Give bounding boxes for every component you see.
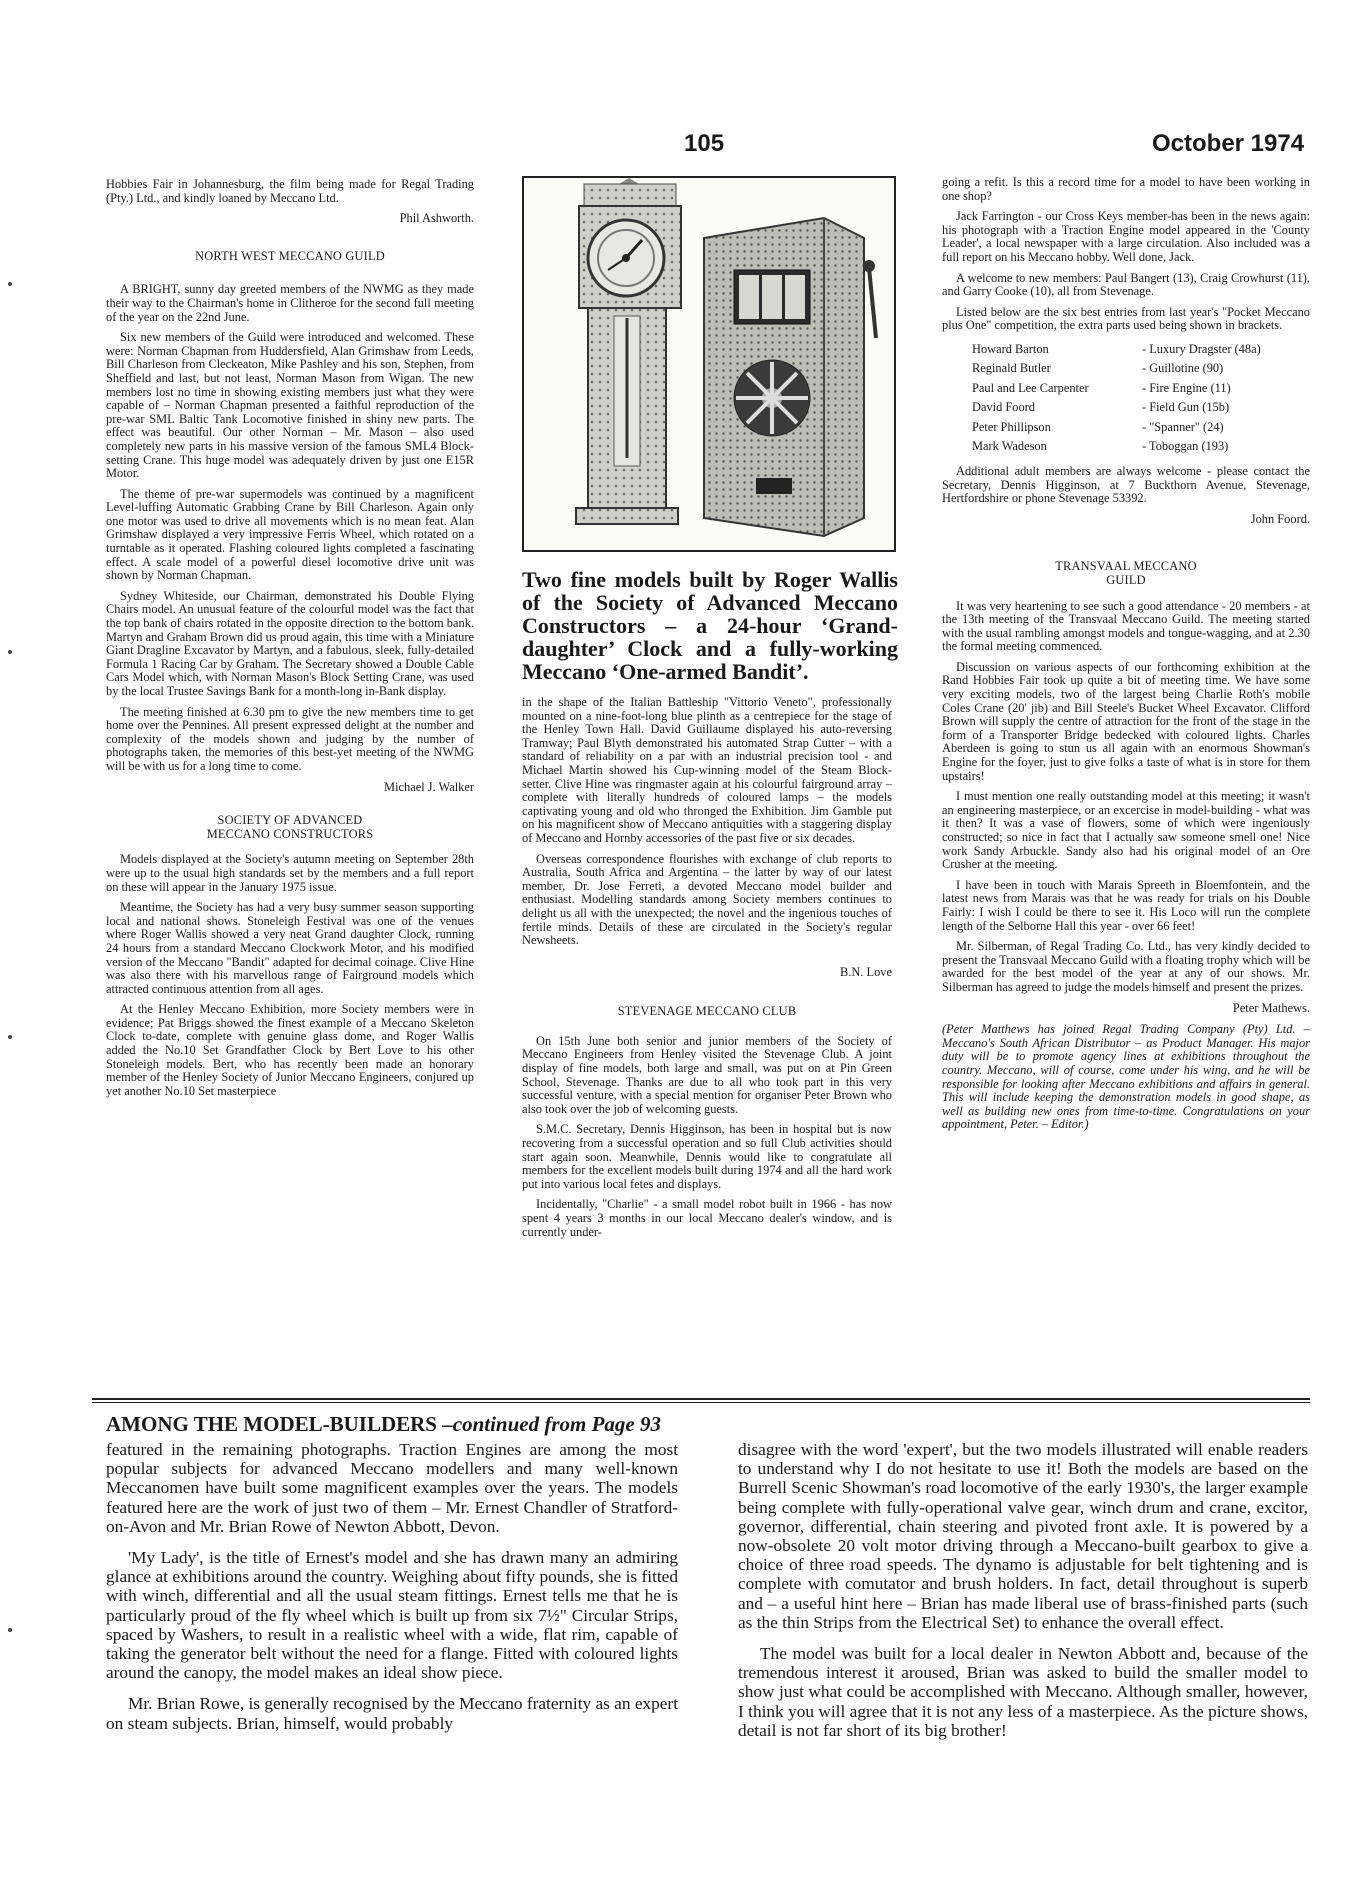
paragraph: A BRIGHT, sunny day greeted members of the NWMG as they made their way to the Chairman's home in Clitheroe for the second full meeting of the year on the 22nd June. (106, 282, 474, 324)
article-title: AMONG THE MODEL-BUILDERS (106, 1412, 437, 1436)
paragraph: I must mention one really outstanding model at this meeting; it wasn't an engineering masterpiece, or an excercise in model-building - what was it then? It was a vase of flowers, some of which were ingeniously constructed; so nice in fact that I actually saw someone smell one! Nice work Sandy Arbuckle. Sandy also had his original model of an Ore Crusher at the meeting. (942, 789, 1310, 872)
paragraph: It was very heartening to see such a good attendance - 20 members - at the 13th meeting of the Transvaal Meccano Guild. The meeting started with the usual rambling amongst models and tongue-wagging, and at 2.30 the formal meeting commenced. (942, 598, 1310, 654)
section-title-line: TRANSVAAL MECCANO (1055, 559, 1197, 574)
paragraph: 'My Lady', is the title of Ernest's model and she has drawn many an admiring glance at exhibitions around the country. Weighing about fifty pounds, she is fitted with winch, differential and all the usual steam fittings. Ernest tells me that he is particularly proud of the fly wheel which is built up from six 7½" Circular Strips, spaced by Washers, to result in a realistic wheel with a wide, flat rim, capable of taking the generator belt without the need for a flange. Fitted with coloured lights around the canopy, the model makes an ideal show piece. (106, 1548, 678, 1683)
entry-model: - Toboggan (193) (1142, 439, 1229, 454)
section-title-line: GUILD (1106, 572, 1146, 587)
entry-row (972, 359, 1261, 379)
entry-row (972, 418, 1261, 438)
section-title: STEVENAGE MECCANO CLUB (617, 1004, 797, 1019)
entry-model: - Field Gun (15b) (1142, 400, 1230, 415)
entry-model: - Luxury Dragster (48a) (1142, 341, 1261, 356)
paragraph: Mr. Silberman, of Regal Trading Co. Ltd., has very kindly decided to present the Transvaal Meccano Guild with a floating trophy which will be awarded for the best model of the year at any of our shows. Mr. Silberman has agreed to judge the models himself and present the prizes. (942, 939, 1310, 994)
section-divider (92, 1398, 1310, 1400)
section-title: NORTH WEST MECCANO GUILD (195, 248, 385, 263)
paragraph: disagree with the word 'expert', but the two models illustrated will enable readers to understand why I do not hesitate to use it! Both the models are based on the Burrell Scenic Showman's road locomotive of the early 1930's, the larger example being complete with fully-operational valve gear, winch drum and crane, excitor, governor, differential, chain steering and pivoted front axle. It is powered by a now-obsolete 20 volt motor driving through a Meccano-built gearbox to give a choice of three road speeds. The dynamo is adjustable for belt tightening and is complete with comutator and brush holders. In fact, detail throughout is superb and – a useful hint here – Brian has made liberal use of brass-finished parts (such as the thin Strips from the Electrical Set) to enhance the overall effect. (738, 1440, 1308, 1632)
margin-mark (8, 1035, 12, 1039)
entry-model: - "Spanner" (24) (1142, 419, 1224, 434)
model-photo (522, 176, 896, 552)
signature: John Foord. (1250, 511, 1310, 526)
bottom-column-left (106, 1440, 678, 1745)
competition-entries-table (972, 340, 1261, 457)
margin-mark (8, 282, 12, 286)
paragraph: The theme of pre-war supermodels was continued by a magnificent Level-luffing Automatic Grabbing Crane by Bill Charleson. Again only one motor was used to drive all movements which is no mean feat. Alan Grimshaw displayed a very impressive Ferris Wheel, which rotated on a turntable as it operated. Flashing coloured lights completed a fascinating effect. A scale model of a powerful diesel locomotive drive unit was shown by Norman Chapman. (106, 486, 474, 583)
section-title (106, 814, 474, 841)
paragraph: in the shape of the Italian Battleship "Vittorio Veneto", professionally mounted on a nine-foot-long blue plinth as a centrepiece for the stage of the Henley Town Hall. David Guillaume displayed his auto-reversing Tramway; Paul Blyth demonstrated his automated Strap Cutter – with a standard of reliability on a par with an industrial precision tool - and Michael Martin showed his Cup-winning model of the Steam Block-setter. Clive Hine was ringmaster again at his colourful fairground array – complete with literally hundreds of coloured lamps – the models captivating young and old who thronged the Exhibition. Jim Gamble put on his magnificent show of Meccano antiquities with a staggering display of Meccano and Hornby accessories of the past five or six decades. (522, 695, 892, 845)
page-number: 105 (684, 130, 725, 157)
paragraph: At the Henley Meccano Exhibition, more Society members were in evidence; Pat Briggs showed the finest example of a Meccano Skeleton Clock to-date, complete with genuine glass dome, and Roger Wallis added the No.10 Set Grandfather Clock by Bert Love to his other Stoneleigh models. Bert, who has recently been made an honorary member of the Henley Society of Junior Meccano Engineers, conjured up yet another No.10 Set masterpiece (106, 1002, 474, 1098)
column-right (942, 176, 1310, 1139)
entry-model: - Guillotine (90) (1142, 361, 1224, 376)
entry-name: Reginald Butler (972, 361, 1051, 376)
paragraph: A welcome to new members: Paul Bangert (13), Craig Crowhurst (11), and Garry Cooke (10), all from Stevenage. (942, 270, 1310, 299)
entry-name: Mark Wadeson (972, 439, 1047, 454)
entry-name: Howard Barton (972, 341, 1049, 356)
signature: Michael J. Walker (384, 779, 474, 794)
grand-daughter-clock-icon (576, 178, 681, 524)
column-left (106, 178, 474, 1105)
section-title (942, 560, 1310, 587)
continued-note: –continued from Page 93 (442, 1412, 661, 1436)
photo-caption: Two fine models built by Roger Wallis of the Society of Advanced Meccano Constructors – a 24-hour ‘Grand-daughter’ Clock and a fully-working Meccano ‘One-armed Bandit’. (522, 567, 898, 684)
entry-row (972, 398, 1261, 418)
entry-name: David Foord (972, 400, 1035, 415)
one-armed-bandit-icon (704, 218, 876, 536)
bottom-article-title (106, 1412, 661, 1437)
issue-date: October 1974 (1152, 130, 1305, 157)
column-middle (522, 696, 892, 1246)
paragraph: Listed below are the six best entries from last year's "Pocket Meccano plus One" competition, the extra parts used being shown in brackets. (942, 304, 1310, 333)
paragraph: Additional adult members are always welcome - please contact the Secretary, Dennis Higginson, at 7 Buckthorn Avenue, Stevenage, Hertfordshire or phone Stevenage 53392. (942, 463, 1310, 506)
paragraph: S.M.C. Secretary, Dennis Higginson, has been in hospital but is now recovering from a successful operation and so full Club activities should start again soon. Meanwhile, Dennis would like to congratulate all members for the excellent models built during 1974 and all the hard work put into various local fetes and displays. (522, 1122, 892, 1191)
clock-and-bandit-illustration (524, 178, 894, 550)
section-title-line: SOCIETY OF ADVANCED (217, 813, 363, 828)
paragraph: Incidentally, "Charlie" - a small model robot built in 1966 - has now spent 4 years 3 months in our local Meccano dealer's window, and is currently under- (522, 1197, 892, 1239)
entry-row (972, 379, 1261, 399)
entry-row (972, 340, 1261, 360)
paragraph: Sydney Whiteside, our Chairman, demonstrated his Double Flying Chairs model. An unusual feature of the colourful model was the fact that the top bank of chairs rotated in the opposite direction to the bottom bank. Martyn and Graham Brown did us proud again, this time with a Miniature Giant Dragline Excavator by Martyn, and a fabulous, sleek, fully-detailed Formula 1 Racing Car by Graham. The Secretary showed a Double Cable Cars Model which, with Norman Mason's Block Setting Crane, was used by the local Trustee Savings Bank for a month-long in-Bank display. (106, 588, 474, 698)
editor-note: (Peter Matthews has joined Regal Trading Company (Pty) Ltd. – Meccano's South African Distributor – as Product Manager. His major duty will be to promote agency lines at exhibitions throughout the country. Meccano, will of course, come under his wing, and he will be responsible for looking after Meccano exhibitions and affairs in general. This will include keeping the demonstration models in good shape, as well as building new ones from time-to-time. Congratulations on your appointment, Peter. – Editor.) (942, 1022, 1310, 1132)
paragraph: Six new members of the Guild were introduced and welcomed. These were: Norman Chapman from Huddersfield, Alan Grimshaw from Leeds, Bill Charleson from Cleckeaton, Mike Pashley and his son, Stephen, from Sheffield and last, but not least, Norman Mason from Wigan. The new members lost no time in showing existing members just what they were capable of – Norman Chapman presented a faithful reproduction of the pre-war SML Baltic Tank Locomotive finished in shiny new parts. The effect was beautiful. Our other Norman – Mr. Mason – also used completely new parts in his massive version of the famous SML4 Block-setting Crane. This huge model was adequately driven by just one E15R Motor. (106, 330, 474, 481)
section-divider-thin (92, 1402, 1310, 1403)
signature: Peter Mathews. (1232, 1000, 1310, 1015)
bottom-column-right (738, 1440, 1308, 1752)
margin-mark (8, 1628, 12, 1632)
paragraph: On 15th June both senior and junior members of the Society of Meccano Engineers from Henley visited the Stevenage Club. A joint display of fine models, both large and small, was put on at Pin Green School, Stevenage. Thanks are due to all who took part in this very successful venture, with a special mention for organiser Peter Brown who also took over the job of welcoming guests. (522, 1033, 892, 1116)
paragraph: Overseas correspondence flourishes with exchange of club reports to Australia, South Africa and Argentina – the latter by way of our latest member, Dr. Jose Ferreti, a devoted Meccano model builder and enthusiast. Modelling standards among Society members continues to delight us all with the unexpected; the novel and the ingenious touches of fertile minds. Details of these are circulated in the Society's regular Newsheets. (522, 851, 892, 948)
paragraph: The model was built for a local dealer in Newton Abbott and, because of the tremendous interest it aroused, Brian was asked to build the smaller model to show just what could be accomplished with Meccano. Although smaller, however, I think you will agree that it is not any less of a masterpiece. As the picture shows, detail is not far short of its big brother! (738, 1644, 1308, 1740)
entry-name: Paul and Lee Carpenter (972, 380, 1089, 395)
intro-paragraph: Hobbies Fair in Johannesburg, the film being made for Regal Trading (Pty.) Ltd., and kindly loaned by Meccano Ltd. (106, 177, 474, 205)
paragraph: Meantime, the Society has had a very busy summer season supporting local and national shows. Stoneleigh Festival was one of the venues where Roger Wallis showed a very neat Grand daughter Clock, running 24 hours from a standard Meccano Clockwork Motor, and his modified version of the Meccano "Bandit" adapted for decimal coinage. Clive Hine was also there with his marvellous range of Fairground models which attracted continuous attention from all ages. (106, 900, 474, 996)
paragraph: Discussion on various aspects of our forthcoming exhibition at the Rand Hobbies Fair took up quite a bit of meeting time. We have some very exciting models, two of the largest being Charlie Roth's mobile Coles Crane (20' jib) and Bill Steele's Bucket Wheel Excavator. Clifford Brown will supply the centre of attraction for the front of the stage in the form of a Transporter Bridge bedecked with coloured lights. Charles Aberdeen is going to stun us all again with an enormous Showman's Engine for the foyer, just to give folks a taste of what is in store for them upstairs! (942, 659, 1310, 783)
entry-name: Peter Phillipson (972, 419, 1051, 434)
paragraph: featured in the remaining photographs. Traction Engines are among the most popular subjects for advanced Meccano modellers and many well-known Meccanomen have built some magnificent examples over the years. The models featured here are the work of just two of them – Mr. Ernest Chandler of Stratford-on-Avon and Mr. Brian Rowe of Newton Abbott, Devon. (106, 1440, 678, 1536)
signature: Phil Ashworth. (399, 211, 474, 226)
entry-row (972, 437, 1261, 457)
paragraph: Jack Farrington - our Cross Keys member-has been in the news again: his photograph with a Traction Engine model appeared in the 'County Leader', a local newspaper with a large circulation. Also included was a full report on his Meccano hobby. Well done, Jack. (942, 209, 1310, 264)
paragraph: going a refit. Is this a record time for a model to have been working in one shop? (942, 175, 1310, 203)
paragraph: Mr. Brian Rowe, is generally recognised by the Meccano fraternity as an expert on steam subjects. Brian, himself, would probably (106, 1694, 678, 1733)
paragraph: The meeting finished at 6.30 pm to give the new members time to get home over the Pennines. All present expressed delight at the number and complexity of the models shown and judging by the number of photographs taken, the memories of this best-yet meeting of the NWMG will be with us for a long time to come. (106, 704, 474, 773)
section-title-line: MECCANO CONSTRUCTORS (206, 826, 374, 841)
signature: B.N. Love (840, 964, 892, 979)
paragraph: Models displayed at the Society's autumn meeting on September 28th were up to the usual high standards set by the members and a full report on these will appear in the January 1975 issue. (106, 852, 474, 894)
paragraph: I have been in touch with Marais Spreeth in Bloemfontein, and the latest news from Marais was that he was ready for trials on his Double Fairly: I wish I could be there to see it. His Loco will run the complete length of the Selborne Hall this year - over 66 feet! (942, 877, 1310, 933)
margin-mark (8, 650, 12, 654)
entry-model: - Fire Engine (11) (1142, 380, 1231, 395)
